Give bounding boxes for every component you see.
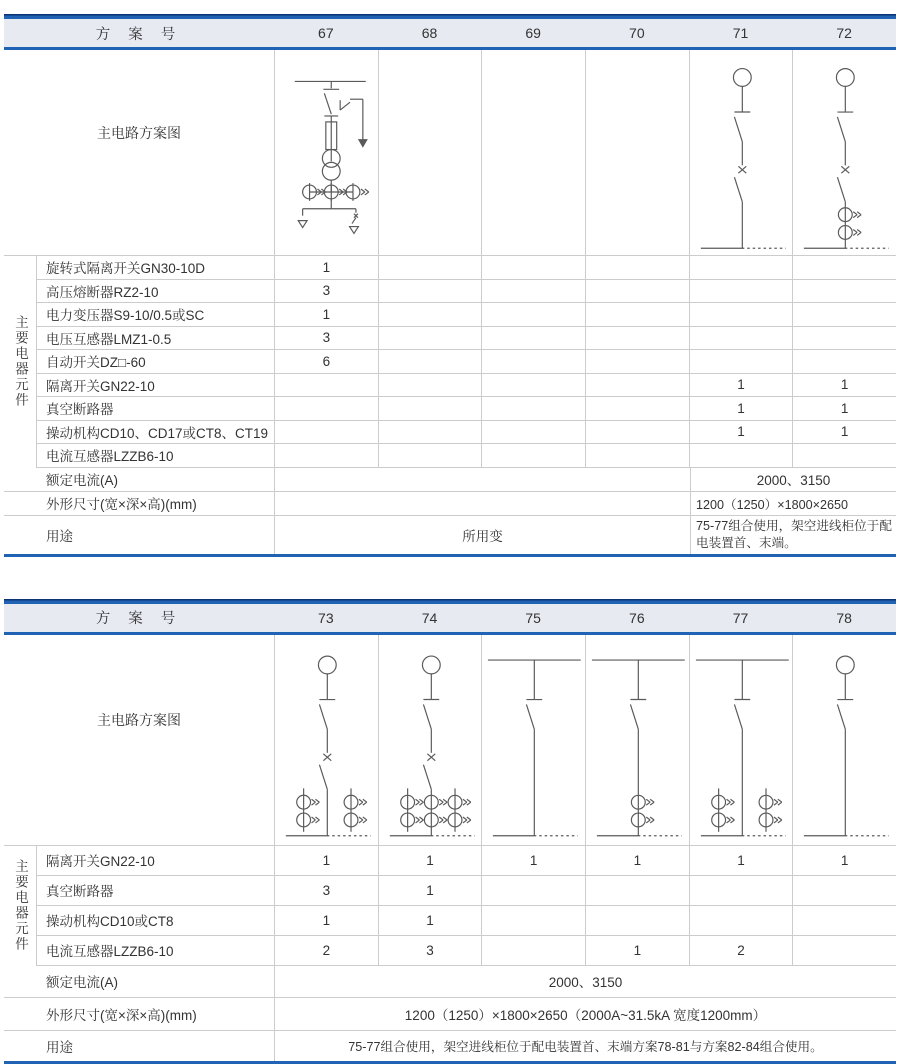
table1-scheme-no-label: 方 案 号 bbox=[95, 26, 183, 43]
quantity-cell bbox=[689, 444, 793, 468]
quantity-cell: 1 bbox=[378, 876, 482, 906]
quantity-cell bbox=[792, 280, 896, 304]
rated-current-value: 2000、3150 bbox=[274, 966, 896, 997]
quantity-cell bbox=[481, 906, 585, 936]
quantity-cell bbox=[585, 397, 689, 421]
scheme-69-diagram-cell bbox=[481, 50, 585, 255]
tables-gap bbox=[4, 557, 896, 599]
scheme-76-diagram-cell bbox=[585, 635, 689, 845]
scheme-68-diagram-cell bbox=[378, 50, 482, 255]
quantity-cell: 1 bbox=[274, 303, 378, 327]
scheme-74-diagram-cell bbox=[378, 635, 482, 845]
table1-col-72: 72 bbox=[836, 25, 852, 41]
rated-current-label: 额定电流(A) bbox=[46, 473, 118, 488]
component-name-cell: 操动机构CD10或CT8 bbox=[37, 906, 274, 936]
quantity-cell bbox=[274, 397, 378, 421]
scheme-75-diagram bbox=[482, 635, 585, 845]
scheme-72-diagram bbox=[793, 50, 896, 255]
quantity-cell bbox=[792, 327, 896, 351]
quantity-cell: 1 bbox=[274, 906, 378, 936]
table2-col-76: 76 bbox=[629, 609, 645, 626]
table1-usage-row bbox=[4, 516, 896, 554]
scheme-76-diagram bbox=[586, 635, 689, 845]
quantity-cell bbox=[481, 397, 585, 421]
quantity-cell: 1 bbox=[585, 846, 689, 876]
table2-col-74: 74 bbox=[421, 609, 438, 626]
usage-right-value: 75-77组合使用，架空进线柜位于配电装置首、末端。 bbox=[690, 516, 896, 554]
quantity-cell bbox=[378, 421, 482, 445]
quantity-cell: 3 bbox=[378, 936, 482, 966]
quantity-cell: 1 bbox=[689, 846, 793, 876]
usage-label: 用途 bbox=[46, 528, 73, 544]
quantity-cell: 1 bbox=[378, 846, 482, 876]
table2-col-73: 73 bbox=[318, 609, 334, 626]
component-name-cell: 电压互感器LMZ1-0.5 bbox=[37, 327, 274, 351]
quantity-cell: 1 bbox=[689, 374, 793, 398]
scheme-table-67-72 bbox=[4, 14, 896, 557]
quantity-cell: 1 bbox=[689, 397, 793, 421]
table1-dimensions-row bbox=[4, 492, 896, 516]
table2-group-label: 主要电器元件 bbox=[4, 846, 37, 966]
rated-current-left-cell bbox=[274, 468, 690, 491]
quantity-cell bbox=[585, 421, 689, 445]
quantity-cell bbox=[689, 876, 793, 906]
dimensions-label: 外形尺寸(宽×深×高)(mm) bbox=[46, 497, 197, 512]
dimensions-left-cell bbox=[274, 492, 690, 515]
table2-col-77: 77 bbox=[732, 609, 749, 626]
table2-col-75: 75 bbox=[525, 609, 541, 626]
component-name-cell: 操动机构CD10、CD17或CT8、CT19 bbox=[37, 421, 274, 445]
quantity-cell bbox=[689, 280, 793, 304]
quantity-cell: 3 bbox=[274, 876, 378, 906]
table2-bottom-rule bbox=[4, 1061, 896, 1064]
table1-group-label: 主要电器元件 bbox=[4, 256, 37, 468]
quantity-cell bbox=[585, 256, 689, 280]
table1-diagram-row-label: 主电路方案图 bbox=[97, 124, 181, 141]
table1-col-69: 69 bbox=[525, 25, 541, 41]
quantity-cell bbox=[481, 421, 585, 445]
quantity-cell bbox=[585, 906, 689, 936]
quantity-cell bbox=[585, 280, 689, 304]
table1-components-grid bbox=[4, 256, 896, 468]
quantity-cell bbox=[585, 444, 689, 468]
quantity-cell: 1 bbox=[274, 256, 378, 280]
dimensions-label: 外形尺寸(宽×深×高)(mm) bbox=[46, 1007, 197, 1023]
table2-diagram-row-label: 主电路方案图 bbox=[97, 711, 181, 728]
rated-current-value: 2000、3150 bbox=[690, 468, 896, 491]
quantity-cell bbox=[481, 876, 585, 906]
quantity-cell bbox=[481, 327, 585, 351]
quantity-cell bbox=[481, 256, 585, 280]
component-name-cell: 电流互感器LZZB6-10 bbox=[37, 936, 274, 966]
quantity-cell bbox=[481, 936, 585, 966]
scheme-70-diagram-cell bbox=[585, 50, 689, 255]
usage-value: 75-77组合使用，架空进线柜位于配电装置首、末端方案78-81与方案82-84组合使用。 bbox=[274, 1031, 896, 1061]
quantity-cell bbox=[689, 256, 793, 280]
quantity-cell bbox=[585, 327, 689, 351]
quantity-cell bbox=[378, 256, 482, 280]
scheme-71-diagram bbox=[690, 50, 793, 255]
quantity-cell bbox=[792, 906, 896, 936]
quantity-cell: 1 bbox=[792, 846, 896, 876]
quantity-cell: 1 bbox=[585, 936, 689, 966]
quantity-cell bbox=[792, 936, 896, 966]
quantity-cell: 2 bbox=[274, 936, 378, 966]
quantity-cell: 3 bbox=[274, 280, 378, 304]
quantity-cell bbox=[792, 876, 896, 906]
quantity-cell bbox=[378, 374, 482, 398]
scheme-72-diagram-cell bbox=[792, 50, 896, 255]
component-name-cell: 电力变压器S9-10/0.5或SC bbox=[37, 303, 274, 327]
table2-usage-row bbox=[4, 1031, 896, 1061]
rated-current-label: 额定电流(A) bbox=[46, 975, 118, 990]
scheme-67-diagram bbox=[275, 50, 378, 255]
scheme-78-diagram-cell bbox=[792, 635, 896, 845]
table1-col-71: 71 bbox=[732, 25, 749, 41]
quantity-cell: 3 bbox=[274, 327, 378, 351]
scheme-table-73-78 bbox=[4, 599, 896, 1064]
quantity-cell bbox=[378, 280, 482, 304]
quantity-cell bbox=[792, 444, 896, 468]
component-name-cell: 高压熔断器RZ2-10 bbox=[37, 280, 274, 304]
quantity-cell bbox=[378, 303, 482, 327]
quantity-cell: 1 bbox=[792, 374, 896, 398]
component-name-cell: 旋转式隔离开关GN30-10D bbox=[37, 256, 274, 280]
scheme-73-diagram-cell bbox=[274, 635, 378, 845]
component-name-cell: 隔离开关GN22-10 bbox=[37, 374, 274, 398]
table2-dimensions-row bbox=[4, 998, 896, 1031]
component-name-cell: 电流互感器LZZB6-10 bbox=[37, 444, 274, 468]
quantity-cell bbox=[689, 350, 793, 374]
scheme-71-diagram-cell bbox=[689, 50, 793, 255]
scheme-77-diagram bbox=[690, 635, 793, 845]
quantity-cell bbox=[378, 327, 482, 351]
scheme-74-diagram bbox=[379, 635, 482, 845]
table2-header-row bbox=[4, 604, 896, 632]
quantity-cell: 1 bbox=[378, 906, 482, 936]
usage-label: 用途 bbox=[46, 1039, 73, 1055]
quantity-cell bbox=[585, 303, 689, 327]
quantity-cell bbox=[378, 350, 482, 374]
table2-diagram-row bbox=[4, 635, 896, 846]
quantity-cell: 1 bbox=[689, 421, 793, 445]
quantity-cell bbox=[792, 303, 896, 327]
component-name-cell: 隔离开关GN22-10 bbox=[37, 846, 274, 876]
quantity-cell bbox=[792, 256, 896, 280]
component-name-cell: 真空断路器 bbox=[37, 397, 274, 421]
scheme-73-diagram bbox=[275, 635, 378, 845]
scheme-78-diagram bbox=[793, 635, 896, 845]
quantity-cell bbox=[481, 350, 585, 374]
quantity-cell bbox=[481, 280, 585, 304]
quantity-cell bbox=[689, 906, 793, 936]
quantity-cell bbox=[481, 374, 585, 398]
dimensions-value: 1200（1250）×1800×2650（2000A~31.5kA 宽度1200mm） bbox=[274, 998, 896, 1030]
component-name-cell: 真空断路器 bbox=[37, 876, 274, 906]
quantity-cell bbox=[585, 374, 689, 398]
table1-col-70: 70 bbox=[629, 25, 645, 41]
quantity-cell bbox=[274, 444, 378, 468]
quantity-cell bbox=[274, 374, 378, 398]
scheme-67-diagram-cell bbox=[274, 50, 378, 255]
table2-rated-current-row bbox=[4, 966, 896, 998]
quantity-cell: 1 bbox=[481, 846, 585, 876]
quantity-cell bbox=[689, 327, 793, 351]
quantity-cell bbox=[585, 350, 689, 374]
table1-col-67: 67 bbox=[318, 25, 334, 41]
quantity-cell bbox=[378, 444, 482, 468]
table1-rated-current-row bbox=[4, 468, 896, 492]
quantity-cell: 1 bbox=[792, 397, 896, 421]
quantity-cell bbox=[378, 397, 482, 421]
table1-header-row bbox=[4, 19, 896, 47]
dimensions-value: 1200（1250）×1800×2650 bbox=[690, 492, 896, 515]
quantity-cell: 1 bbox=[274, 846, 378, 876]
quantity-cell bbox=[689, 303, 793, 327]
scheme-75-diagram-cell bbox=[481, 635, 585, 845]
table2-scheme-no-label: 方 案 号 bbox=[95, 611, 183, 627]
scheme-77-diagram-cell bbox=[689, 635, 793, 845]
usage-left-value: 所用变 bbox=[274, 516, 690, 554]
table1-col-68: 68 bbox=[421, 25, 438, 41]
component-name-cell: 自动开关DZ□-60 bbox=[37, 350, 274, 374]
quantity-cell: 1 bbox=[792, 421, 896, 445]
quantity-cell: 6 bbox=[274, 350, 378, 374]
quantity-cell bbox=[481, 303, 585, 327]
quantity-cell bbox=[481, 444, 585, 468]
table2-components-grid bbox=[4, 846, 896, 966]
quantity-cell bbox=[585, 876, 689, 906]
quantity-cell bbox=[792, 350, 896, 374]
table1-diagram-row bbox=[4, 50, 896, 256]
quantity-cell bbox=[274, 421, 378, 445]
quantity-cell: 2 bbox=[689, 936, 793, 966]
table2-col-78: 78 bbox=[836, 609, 852, 626]
